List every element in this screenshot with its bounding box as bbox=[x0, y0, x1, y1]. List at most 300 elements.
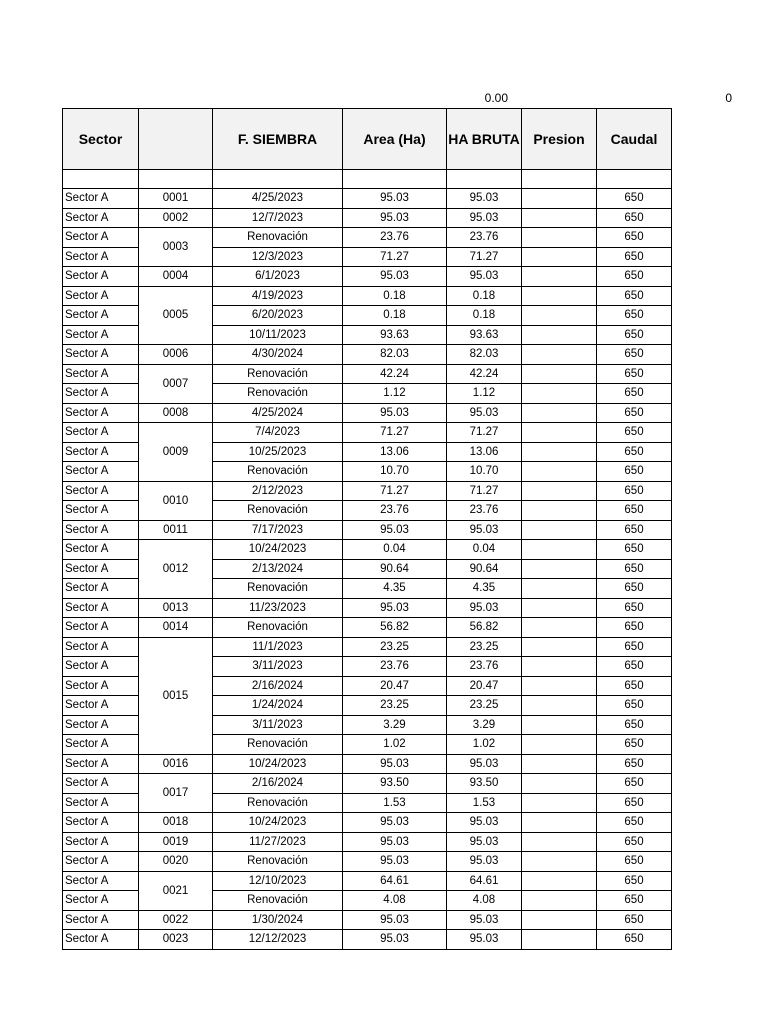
cell-lote[interactable]: 0010 bbox=[139, 481, 213, 520]
cell-caudal[interactable]: 650 bbox=[597, 715, 672, 735]
table-row bbox=[63, 871, 672, 891]
cell-sector[interactable]: Sector A bbox=[63, 306, 139, 326]
cell-lote[interactable]: 0018 bbox=[139, 813, 213, 833]
cell-fecha-siembra[interactable]: 11/1/2023 bbox=[213, 637, 343, 657]
cell-fecha-siembra[interactable]: Renovación bbox=[213, 228, 343, 248]
cell[interactable] bbox=[213, 170, 343, 189]
cell-presion[interactable] bbox=[522, 910, 597, 930]
cell-presion[interactable] bbox=[522, 540, 597, 560]
table-row bbox=[63, 540, 672, 560]
cell-ha-bruta[interactable]: 95.03 bbox=[447, 910, 522, 930]
cell-lote[interactable]: 0001 bbox=[139, 189, 213, 209]
cell-fecha-siembra[interactable]: Renovación bbox=[213, 891, 343, 911]
cell-sector[interactable]: Sector A bbox=[63, 403, 139, 423]
cell-caudal[interactable]: 650 bbox=[597, 598, 672, 618]
cell-caudal[interactable]: 650 bbox=[597, 618, 672, 638]
cell-caudal[interactable]: 650 bbox=[597, 462, 672, 482]
cell-area[interactable]: 82.03 bbox=[343, 345, 447, 365]
header-lote[interactable] bbox=[139, 109, 213, 170]
cell-fecha-siembra[interactable]: 12/3/2023 bbox=[213, 247, 343, 267]
cell-presion[interactable] bbox=[522, 364, 597, 384]
cell-area[interactable]: 23.76 bbox=[343, 657, 447, 677]
header-area[interactable]: Area (Ha) bbox=[343, 109, 447, 170]
cell-caudal[interactable]: 650 bbox=[597, 442, 672, 462]
cell-sector[interactable]: Sector A bbox=[63, 657, 139, 677]
cell-area[interactable]: 95.03 bbox=[343, 852, 447, 872]
cell-ha-bruta[interactable]: 13.06 bbox=[447, 442, 522, 462]
cell-caudal[interactable]: 650 bbox=[597, 325, 672, 345]
table-row bbox=[63, 910, 672, 930]
cell-presion[interactable] bbox=[522, 403, 597, 423]
cell-lote[interactable]: 0012 bbox=[139, 540, 213, 599]
cell-lote[interactable]: 0020 bbox=[139, 852, 213, 872]
cell-area[interactable]: 23.76 bbox=[343, 501, 447, 521]
cell[interactable] bbox=[343, 170, 447, 189]
cell-presion[interactable] bbox=[522, 208, 597, 228]
cell-area[interactable]: 95.03 bbox=[343, 754, 447, 774]
cell-ha-bruta[interactable]: 1.53 bbox=[447, 793, 522, 813]
cell-sector[interactable]: Sector A bbox=[63, 286, 139, 306]
cell-fecha-siembra[interactable]: Renovación bbox=[213, 364, 343, 384]
cell-area[interactable]: 3.29 bbox=[343, 715, 447, 735]
cell-ha-bruta[interactable]: 95.03 bbox=[447, 832, 522, 852]
table-row bbox=[63, 189, 672, 209]
cell-fecha-siembra[interactable]: Renovación bbox=[213, 501, 343, 521]
cell[interactable] bbox=[139, 170, 213, 189]
cell-sector[interactable]: Sector A bbox=[63, 559, 139, 579]
cell-sector[interactable]: Sector A bbox=[63, 598, 139, 618]
cell-caudal[interactable]: 650 bbox=[597, 267, 672, 287]
table-row bbox=[63, 813, 672, 833]
header-caudal[interactable]: Caudal bbox=[597, 109, 672, 170]
cell-lote[interactable]: 0003 bbox=[139, 228, 213, 267]
cell-fecha-siembra[interactable]: 10/25/2023 bbox=[213, 442, 343, 462]
cell-sector[interactable]: Sector A bbox=[63, 228, 139, 248]
cell-presion[interactable] bbox=[522, 832, 597, 852]
cell-ha-bruta[interactable]: 23.76 bbox=[447, 501, 522, 521]
cell-area[interactable]: 95.03 bbox=[343, 813, 447, 833]
cell-fecha-siembra[interactable]: 1/30/2024 bbox=[213, 910, 343, 930]
cell-ha-bruta[interactable]: 1.02 bbox=[447, 735, 522, 755]
cell-sector[interactable]: Sector A bbox=[63, 774, 139, 794]
cell-sector[interactable]: Sector A bbox=[63, 676, 139, 696]
cell-ha-bruta[interactable]: 23.25 bbox=[447, 696, 522, 716]
cell-sector[interactable]: Sector A bbox=[63, 267, 139, 287]
cell-presion[interactable] bbox=[522, 345, 597, 365]
table-row bbox=[63, 286, 672, 306]
cell-ha-bruta[interactable]: 90.64 bbox=[447, 559, 522, 579]
table-row bbox=[63, 403, 672, 423]
cell-fecha-siembra[interactable]: Renovación bbox=[213, 384, 343, 404]
cell-caudal[interactable]: 650 bbox=[597, 384, 672, 404]
cell-sector[interactable]: Sector A bbox=[63, 462, 139, 482]
cell-ha-bruta[interactable]: 23.76 bbox=[447, 228, 522, 248]
cell-presion[interactable] bbox=[522, 228, 597, 248]
cell-sector[interactable]: Sector A bbox=[63, 793, 139, 813]
cell-lote[interactable]: 0004 bbox=[139, 267, 213, 287]
cell-presion[interactable] bbox=[522, 579, 597, 599]
table-row bbox=[63, 930, 672, 950]
cell-lote[interactable]: 0017 bbox=[139, 774, 213, 813]
cell-presion[interactable] bbox=[522, 423, 597, 443]
header-presion[interactable]: Presion bbox=[522, 109, 597, 170]
cell-presion[interactable] bbox=[522, 793, 597, 813]
cell-sector[interactable]: Sector A bbox=[63, 364, 139, 384]
cell-lote[interactable]: 0023 bbox=[139, 930, 213, 950]
cell-area[interactable]: 1.53 bbox=[343, 793, 447, 813]
cell-sector[interactable]: Sector A bbox=[63, 423, 139, 443]
cell-caudal[interactable]: 650 bbox=[597, 306, 672, 326]
cell-area[interactable]: 95.03 bbox=[343, 208, 447, 228]
table-row bbox=[63, 754, 672, 774]
cell-ha-bruta[interactable]: 93.63 bbox=[447, 325, 522, 345]
cell-fecha-siembra[interactable]: 2/16/2024 bbox=[213, 774, 343, 794]
cell-fecha-siembra[interactable]: 2/13/2024 bbox=[213, 559, 343, 579]
cell-sector[interactable]: Sector A bbox=[63, 618, 139, 638]
cell-sector[interactable]: Sector A bbox=[63, 891, 139, 911]
cell-caudal[interactable]: 650 bbox=[597, 540, 672, 560]
cell-ha-bruta[interactable]: 42.24 bbox=[447, 364, 522, 384]
cell-presion[interactable] bbox=[522, 598, 597, 618]
cell-caudal[interactable]: 650 bbox=[597, 208, 672, 228]
cell-ha-bruta[interactable]: 95.03 bbox=[447, 852, 522, 872]
cell-caudal[interactable]: 650 bbox=[597, 871, 672, 891]
cell-presion[interactable] bbox=[522, 286, 597, 306]
cell-area[interactable]: 95.03 bbox=[343, 910, 447, 930]
cell-ha-bruta[interactable]: 56.82 bbox=[447, 618, 522, 638]
cell-caudal[interactable]: 650 bbox=[597, 852, 672, 872]
cell-area[interactable]: 1.12 bbox=[343, 384, 447, 404]
table-row bbox=[63, 520, 672, 540]
cell-presion[interactable] bbox=[522, 618, 597, 638]
cell-sector[interactable]: Sector A bbox=[63, 345, 139, 365]
cell-sector[interactable]: Sector A bbox=[63, 813, 139, 833]
cell-area[interactable]: 0.04 bbox=[343, 540, 447, 560]
cell-sector[interactable]: Sector A bbox=[63, 442, 139, 462]
cell-fecha-siembra[interactable]: 4/25/2024 bbox=[213, 403, 343, 423]
cell-ha-bruta[interactable]: 20.47 bbox=[447, 676, 522, 696]
cell-lote[interactable]: 0006 bbox=[139, 345, 213, 365]
cell-fecha-siembra[interactable]: 7/17/2023 bbox=[213, 520, 343, 540]
cell-area[interactable]: 64.61 bbox=[343, 871, 447, 891]
cell-lote[interactable]: 0002 bbox=[139, 208, 213, 228]
cell-caudal[interactable]: 650 bbox=[597, 696, 672, 716]
cell-sector[interactable]: Sector A bbox=[63, 910, 139, 930]
cell-fecha-siembra[interactable]: 12/12/2023 bbox=[213, 930, 343, 950]
cell-area[interactable]: 93.63 bbox=[343, 325, 447, 345]
empty-row bbox=[63, 170, 672, 189]
cell[interactable] bbox=[447, 170, 522, 189]
cell-presion[interactable] bbox=[522, 871, 597, 891]
cell-ha-bruta[interactable]: 23.25 bbox=[447, 637, 522, 657]
cell-ha-bruta[interactable]: 82.03 bbox=[447, 345, 522, 365]
cell-ha-bruta[interactable]: 64.61 bbox=[447, 871, 522, 891]
cell-fecha-siembra[interactable]: 3/11/2023 bbox=[213, 657, 343, 677]
cell-lote[interactable]: 0021 bbox=[139, 871, 213, 910]
cell-ha-bruta[interactable]: 3.29 bbox=[447, 715, 522, 735]
cell-caudal[interactable]: 650 bbox=[597, 891, 672, 911]
cell-area[interactable]: 56.82 bbox=[343, 618, 447, 638]
cell-presion[interactable] bbox=[522, 891, 597, 911]
cell-sector[interactable]: Sector A bbox=[63, 481, 139, 501]
cell-ha-bruta[interactable]: 95.03 bbox=[447, 520, 522, 540]
cell-fecha-siembra[interactable]: 4/30/2024 bbox=[213, 345, 343, 365]
cell-ha-bruta[interactable]: 95.03 bbox=[447, 598, 522, 618]
cell-fecha-siembra[interactable]: 10/24/2023 bbox=[213, 813, 343, 833]
cell-fecha-siembra[interactable]: 10/24/2023 bbox=[213, 540, 343, 560]
cell-area[interactable]: 95.03 bbox=[343, 832, 447, 852]
cell-ha-bruta[interactable]: 95.03 bbox=[447, 813, 522, 833]
cell-caudal[interactable]: 650 bbox=[597, 364, 672, 384]
cell-caudal[interactable]: 650 bbox=[597, 735, 672, 755]
cell-presion[interactable] bbox=[522, 462, 597, 482]
table-row bbox=[63, 637, 672, 657]
cell-caudal[interactable]: 650 bbox=[597, 637, 672, 657]
cell-sector[interactable]: Sector A bbox=[63, 208, 139, 228]
cell-presion[interactable] bbox=[522, 676, 597, 696]
cell-lote[interactable]: 0011 bbox=[139, 520, 213, 540]
cell-fecha-siembra[interactable]: 1/24/2024 bbox=[213, 696, 343, 716]
cell-fecha-siembra[interactable]: Renovación bbox=[213, 735, 343, 755]
cell-fecha-siembra[interactable]: 12/10/2023 bbox=[213, 871, 343, 891]
cell-caudal[interactable]: 650 bbox=[597, 754, 672, 774]
cell-presion[interactable] bbox=[522, 559, 597, 579]
cell-area[interactable]: 95.03 bbox=[343, 598, 447, 618]
cell-area[interactable]: 95.03 bbox=[343, 520, 447, 540]
cell-caudal[interactable]: 650 bbox=[597, 813, 672, 833]
cell-sector[interactable]: Sector A bbox=[63, 832, 139, 852]
cell-area[interactable]: 90.64 bbox=[343, 559, 447, 579]
cell-area[interactable]: 42.24 bbox=[343, 364, 447, 384]
cell-fecha-siembra[interactable]: Renovación bbox=[213, 462, 343, 482]
cell-ha-bruta[interactable]: 0.04 bbox=[447, 540, 522, 560]
cell-presion[interactable] bbox=[522, 696, 597, 716]
table-row bbox=[63, 481, 672, 501]
cell-caudal[interactable]: 650 bbox=[597, 520, 672, 540]
cell-sector[interactable]: Sector A bbox=[63, 247, 139, 267]
cell-area[interactable]: 0.18 bbox=[343, 306, 447, 326]
table-row bbox=[63, 345, 672, 365]
cell-caudal[interactable]: 650 bbox=[597, 403, 672, 423]
cell-area[interactable]: 93.50 bbox=[343, 774, 447, 794]
table-row bbox=[63, 228, 672, 248]
cell-fecha-siembra[interactable]: 11/27/2023 bbox=[213, 832, 343, 852]
header-ha-bruta[interactable]: HA BRUTA bbox=[447, 109, 522, 170]
cell-ha-bruta[interactable]: 93.50 bbox=[447, 774, 522, 794]
cell-caudal[interactable]: 650 bbox=[597, 286, 672, 306]
table-row bbox=[63, 267, 672, 287]
cell[interactable] bbox=[63, 170, 139, 189]
cell-area[interactable]: 95.03 bbox=[343, 403, 447, 423]
cell-ha-bruta[interactable]: 0.18 bbox=[447, 306, 522, 326]
table-row bbox=[63, 832, 672, 852]
cell-ha-bruta[interactable]: 0.18 bbox=[447, 286, 522, 306]
cell-ha-bruta[interactable]: 95.03 bbox=[447, 267, 522, 287]
cell-sector[interactable]: Sector A bbox=[63, 520, 139, 540]
cell-fecha-siembra[interactable]: 2/16/2024 bbox=[213, 676, 343, 696]
cell-ha-bruta[interactable]: 4.35 bbox=[447, 579, 522, 599]
table-row bbox=[63, 774, 672, 794]
cell-sector[interactable]: Sector A bbox=[63, 735, 139, 755]
header-sector[interactable]: Sector bbox=[63, 109, 139, 170]
cell-sector[interactable]: Sector A bbox=[63, 501, 139, 521]
cell-area[interactable]: 13.06 bbox=[343, 442, 447, 462]
cell-area[interactable]: 95.03 bbox=[343, 930, 447, 950]
cell-presion[interactable] bbox=[522, 267, 597, 287]
cell-area[interactable]: 71.27 bbox=[343, 423, 447, 443]
cell-sector[interactable]: Sector A bbox=[63, 540, 139, 560]
cell-caudal[interactable]: 650 bbox=[597, 559, 672, 579]
cell-area[interactable]: 4.08 bbox=[343, 891, 447, 911]
cell-area[interactable]: 20.47 bbox=[343, 676, 447, 696]
cell-presion[interactable] bbox=[522, 520, 597, 540]
cell-fecha-siembra[interactable]: 6/1/2023 bbox=[213, 267, 343, 287]
table-row bbox=[63, 598, 672, 618]
cell-area[interactable]: 10.70 bbox=[343, 462, 447, 482]
cell-ha-bruta[interactable]: 95.03 bbox=[447, 930, 522, 950]
cell-lote[interactable]: 0008 bbox=[139, 403, 213, 423]
cell-caudal[interactable]: 650 bbox=[597, 774, 672, 794]
cell-sector[interactable]: Sector A bbox=[63, 852, 139, 872]
cell-presion[interactable] bbox=[522, 189, 597, 209]
cell-fecha-siembra[interactable]: 10/11/2023 bbox=[213, 325, 343, 345]
cell-area[interactable]: 4.35 bbox=[343, 579, 447, 599]
cell-area[interactable]: 71.27 bbox=[343, 481, 447, 501]
cell-caudal[interactable]: 650 bbox=[597, 657, 672, 677]
cell[interactable] bbox=[522, 170, 597, 189]
cell-caudal[interactable]: 650 bbox=[597, 930, 672, 950]
cell-presion[interactable] bbox=[522, 247, 597, 267]
table-row bbox=[63, 852, 672, 872]
cell-presion[interactable] bbox=[522, 501, 597, 521]
header-row bbox=[63, 109, 672, 170]
cell-lote[interactable]: 0005 bbox=[139, 286, 213, 345]
cell-sector[interactable]: Sector A bbox=[63, 384, 139, 404]
cell-area[interactable]: 0.18 bbox=[343, 286, 447, 306]
cell-area[interactable]: 23.25 bbox=[343, 637, 447, 657]
cell-ha-bruta[interactable]: 71.27 bbox=[447, 423, 522, 443]
cell-caudal[interactable]: 650 bbox=[597, 676, 672, 696]
cell-lote[interactable]: 0022 bbox=[139, 910, 213, 930]
table-row bbox=[63, 423, 672, 443]
cell-presion[interactable] bbox=[522, 813, 597, 833]
cell-fecha-siembra[interactable]: 7/4/2023 bbox=[213, 423, 343, 443]
cell-caudal[interactable]: 650 bbox=[597, 247, 672, 267]
cell-fecha-siembra[interactable]: 3/11/2023 bbox=[213, 715, 343, 735]
cell-ha-bruta[interactable]: 71.27 bbox=[447, 247, 522, 267]
cell-lote[interactable]: 0007 bbox=[139, 364, 213, 403]
cell-caudal[interactable]: 650 bbox=[597, 793, 672, 813]
cell-presion[interactable] bbox=[522, 384, 597, 404]
cell-caudal[interactable]: 650 bbox=[597, 481, 672, 501]
table-row bbox=[63, 618, 672, 638]
cell-sector[interactable]: Sector A bbox=[63, 754, 139, 774]
cell-area[interactable]: 71.27 bbox=[343, 247, 447, 267]
cell-presion[interactable] bbox=[522, 325, 597, 345]
cell-caudal[interactable]: 650 bbox=[597, 423, 672, 443]
cell-fecha-siembra[interactable]: 4/19/2023 bbox=[213, 286, 343, 306]
cell-presion[interactable] bbox=[522, 637, 597, 657]
cell[interactable] bbox=[597, 170, 672, 189]
cell-sector[interactable]: Sector A bbox=[63, 579, 139, 599]
cell-lote[interactable]: 0014 bbox=[139, 618, 213, 638]
cell-caudal[interactable]: 650 bbox=[597, 228, 672, 248]
cell-caudal[interactable]: 650 bbox=[597, 345, 672, 365]
cell-fecha-siembra[interactable]: Renovación bbox=[213, 852, 343, 872]
cell-presion[interactable] bbox=[522, 442, 597, 462]
cell-sector[interactable]: Sector A bbox=[63, 325, 139, 345]
cell-area[interactable]: 95.03 bbox=[343, 189, 447, 209]
cell-presion[interactable] bbox=[522, 735, 597, 755]
cell-lote[interactable]: 0015 bbox=[139, 637, 213, 754]
cell-ha-bruta[interactable]: 4.08 bbox=[447, 891, 522, 911]
cell-caudal[interactable]: 650 bbox=[597, 832, 672, 852]
cell-sector[interactable]: Sector A bbox=[63, 637, 139, 657]
cell-area[interactable]: 95.03 bbox=[343, 267, 447, 287]
cell-caudal[interactable]: 650 bbox=[597, 579, 672, 599]
cell-lote[interactable]: 0009 bbox=[139, 423, 213, 482]
cell-presion[interactable] bbox=[522, 930, 597, 950]
cell-presion[interactable] bbox=[522, 715, 597, 735]
cell-lote[interactable]: 0016 bbox=[139, 754, 213, 774]
cell-fecha-siembra[interactable]: 2/12/2023 bbox=[213, 481, 343, 501]
cell-fecha-siembra[interactable]: 6/20/2023 bbox=[213, 306, 343, 326]
cell-presion[interactable] bbox=[522, 306, 597, 326]
cell-caudal[interactable]: 650 bbox=[597, 189, 672, 209]
table-row bbox=[63, 364, 672, 384]
cell-sector[interactable]: Sector A bbox=[63, 871, 139, 891]
cell-presion[interactable] bbox=[522, 657, 597, 677]
cell-ha-bruta[interactable]: 71.27 bbox=[447, 481, 522, 501]
cell-fecha-siembra[interactable]: Renovación bbox=[213, 579, 343, 599]
total-area-value: 0.00 bbox=[484, 91, 508, 105]
cell-sector[interactable]: Sector A bbox=[63, 715, 139, 735]
cell-fecha-siembra[interactable]: 12/7/2023 bbox=[213, 208, 343, 228]
cell-ha-bruta[interactable]: 95.03 bbox=[447, 754, 522, 774]
cell-caudal[interactable]: 650 bbox=[597, 501, 672, 521]
cell-ha-bruta[interactable]: 1.12 bbox=[447, 384, 522, 404]
table-row bbox=[63, 208, 672, 228]
cell-ha-bruta[interactable]: 95.03 bbox=[447, 208, 522, 228]
cell-ha-bruta[interactable]: 95.03 bbox=[447, 403, 522, 423]
totals-row bbox=[62, 91, 732, 107]
cell-sector[interactable]: Sector A bbox=[63, 696, 139, 716]
total-caudal-value: 0 bbox=[725, 91, 732, 105]
cell-area[interactable]: 1.02 bbox=[343, 735, 447, 755]
cell-presion[interactable] bbox=[522, 481, 597, 501]
cell-lote[interactable]: 0013 bbox=[139, 598, 213, 618]
cell-fecha-siembra[interactable]: Renovación bbox=[213, 793, 343, 813]
cell-sector[interactable]: Sector A bbox=[63, 930, 139, 950]
cell-fecha-siembra[interactable]: 10/24/2023 bbox=[213, 754, 343, 774]
cell-ha-bruta[interactable]: 95.03 bbox=[447, 189, 522, 209]
cell-caudal[interactable]: 650 bbox=[597, 910, 672, 930]
cell-presion[interactable] bbox=[522, 754, 597, 774]
cell-ha-bruta[interactable]: 23.76 bbox=[447, 657, 522, 677]
data-table bbox=[62, 108, 672, 950]
cell-ha-bruta[interactable]: 10.70 bbox=[447, 462, 522, 482]
cell-fecha-siembra[interactable]: 4/25/2023 bbox=[213, 189, 343, 209]
cell-area[interactable]: 23.25 bbox=[343, 696, 447, 716]
cell-presion[interactable] bbox=[522, 852, 597, 872]
cell-sector[interactable]: Sector A bbox=[63, 189, 139, 209]
cell-area[interactable]: 23.76 bbox=[343, 228, 447, 248]
cell-fecha-siembra[interactable]: Renovación bbox=[213, 618, 343, 638]
cell-fecha-siembra[interactable]: 11/23/2023 bbox=[213, 598, 343, 618]
cell-lote[interactable]: 0019 bbox=[139, 832, 213, 852]
header-fecha-siembra[interactable]: F. SIEMBRA bbox=[213, 109, 343, 170]
cell-presion[interactable] bbox=[522, 774, 597, 794]
